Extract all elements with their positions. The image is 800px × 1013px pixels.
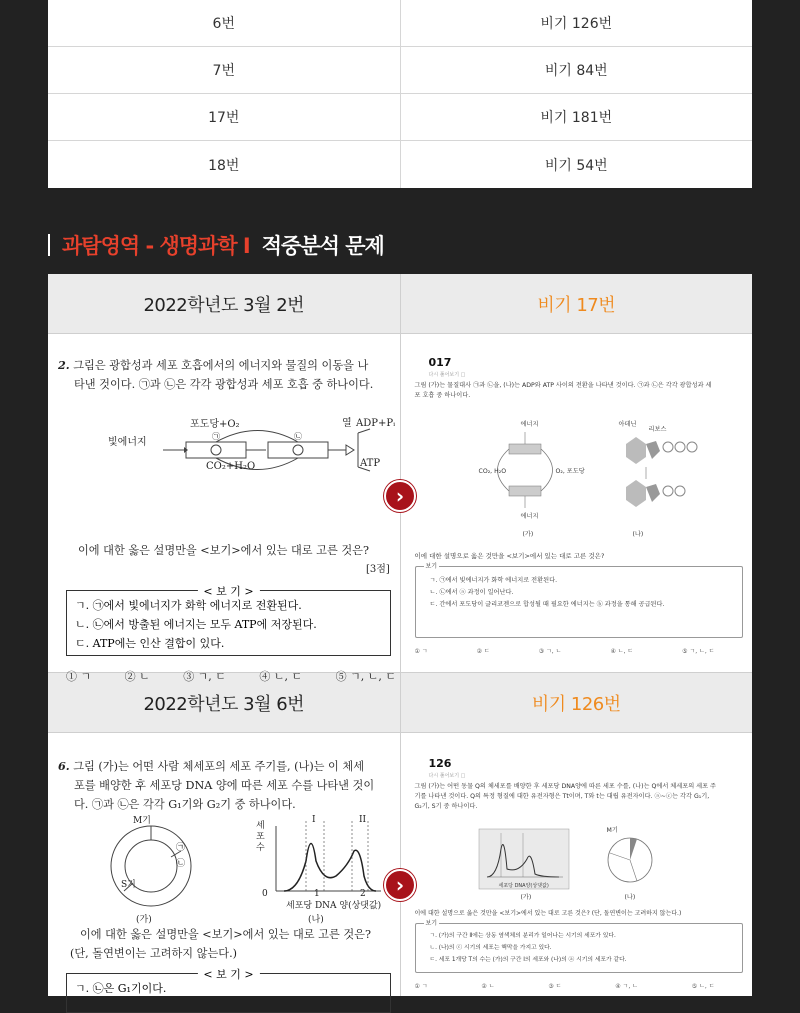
exam-number-cell: 18번	[48, 141, 401, 188]
bogi-item: ㄱ. ㉠에서 빛에너지가 화학 에너지로 전환된다.	[75, 599, 302, 612]
comparison-content-row	[48, 733, 752, 996]
diagram-glucose-label: 포도당+O₂	[190, 419, 240, 430]
exam-number-cell: 7번	[48, 47, 401, 93]
match-m-label: M기	[606, 827, 618, 834]
match-o2-label: O₂, 포도당	[555, 468, 585, 475]
match-choice: ① ㄱ	[414, 983, 428, 990]
match-choice: ④ ㄱ, ㄴ	[615, 983, 638, 990]
diagram-co2-label: CO₂+H₂O	[206, 461, 256, 472]
match-question-image	[401, 733, 753, 996]
match-choice: ③ ㄱ, ㄴ	[538, 648, 562, 655]
match-number-cell: 비기 84번	[544, 63, 608, 79]
match-co2-label: CO₂, H₂O	[478, 468, 507, 475]
match-bogi-box	[415, 920, 743, 973]
question-number: 6.	[58, 759, 70, 773]
match-bogi-item: ㄴ. (나)의 ⓒ 시기의 세포는 핵막을 가지고 있다.	[429, 945, 552, 951]
section-title-label: 적중분석 문제	[261, 234, 384, 258]
match-bogi-item: ㄷ. 세포 1개당 T의 수는 (가)의 구간 Ⅰ의 세포와 (나)의 ⓐ 시기의 세포가 같다.	[429, 957, 627, 963]
match-diagram-na	[616, 429, 716, 529]
match-stem	[415, 782, 750, 812]
match-question-prompt: 이에 대한 설명으로 옳은 것만을 <보기>에서 있는 대로 고른 것은?	[414, 552, 605, 560]
choice: ① ㄱ	[66, 670, 92, 683]
match-bogi-item: ㄱ. (가)의 구간 Ⅱ에는 상동 염색체의 분리가 일어나는 시기의 세포가 있다.	[429, 933, 616, 939]
table-row	[48, 141, 752, 188]
match-answer-choices	[415, 646, 715, 655]
choice: ⑤ ㄱ, ㄴ, ㄷ	[335, 670, 396, 683]
choice: ④ ㄴ, ㄷ	[259, 670, 303, 683]
match-choice: ③ ㄷ	[548, 983, 562, 990]
match-bogi-title: 보기	[425, 563, 438, 570]
match-review-checkbox: 다시 풀어보기 □	[428, 773, 466, 779]
stem-line-3: 다. ㉠과 ㉡은 각각 G₁기와 G₂기 중 하나이다.	[74, 798, 296, 811]
match-review-checkbox: 다시 풀어보기 □	[428, 372, 466, 378]
question-stem	[58, 356, 398, 394]
match-bogi-title: 보기	[425, 920, 438, 927]
match-answer-choices	[415, 981, 715, 990]
histogram-y-label: 세포수	[256, 821, 265, 853]
table-row	[48, 47, 752, 94]
exam-number-cell: 17번	[48, 94, 401, 140]
comparison-grid	[48, 274, 752, 996]
diagram-b-label: ㉡	[176, 859, 186, 869]
match-na-label: (나)	[624, 894, 636, 901]
section-title	[48, 230, 384, 260]
match-question-number: 126	[428, 757, 452, 770]
match-stem-line-2: 기를 나타낸 것이다. Q의 특정 형질에 대한 유전자형은 Tt이며, T와 t는 대립 유전자이다. ⓐ~ⓒ는 각각 G₁기,	[414, 793, 710, 800]
match-choice: ⑤ ㄴ, ㄷ	[691, 983, 715, 990]
match-choice: ④ ㄴ, ㄷ	[610, 648, 634, 655]
match-number-cell: 비기 54번	[544, 157, 608, 174]
match-number-cell: 비기 181번	[540, 110, 613, 126]
match-stem-line-3: G₂기, S기 중 하나이다.	[414, 803, 478, 810]
table-row	[48, 94, 752, 141]
exam-question-image	[48, 733, 401, 996]
match-histogram	[479, 829, 569, 889]
match-stem-line-2: 포 호흡 중 하나이다.	[414, 392, 471, 399]
match-choice: ⑤ ㄱ, ㄴ, ㄷ	[682, 648, 715, 655]
diagram-b-label: ㉡	[294, 432, 302, 441]
match-question-number: 017	[428, 356, 452, 369]
match-stem	[415, 381, 750, 401]
match-energy-label-bottom: 에너지	[520, 513, 539, 520]
match-choice: ① ㄱ	[414, 648, 428, 655]
match-number-cell: 비기 126번	[540, 16, 613, 32]
bogi-title: < 보 기 >	[197, 583, 259, 599]
match-bogi-box	[415, 563, 743, 638]
diagram-a-label: ㉠	[176, 843, 186, 853]
question-number: 2.	[58, 358, 70, 372]
diagram-atp-label: ATP	[360, 458, 381, 469]
comparison-header-row	[48, 274, 752, 334]
match-cell-cycle-pie	[605, 835, 655, 885]
stem-line-1: 그림 (가)는 어떤 사람 체세포의 세포 주기를, (나)는 이 체세	[73, 760, 365, 773]
histogram-tick-2: 2	[360, 889, 366, 899]
exam-number-cell: 6번	[48, 0, 401, 46]
match-bogi-item: ㄴ. ㉡에서 ⓐ 과정이 일어난다.	[429, 589, 514, 596]
diagram-na-label: (나)	[308, 915, 324, 925]
bogi-box	[66, 585, 391, 656]
choice: ③ ㄱ, ㄷ	[183, 670, 226, 683]
histogram-tick-1: 1	[314, 889, 320, 899]
histogram-zero-label: 0	[262, 889, 268, 899]
question-stem	[58, 757, 398, 814]
stem-line-2: 타낸 것이다. ㉠과 ㉡은 각각 광합성과 세포 호흡 중 하나이다.	[74, 378, 374, 391]
match-question-image	[401, 334, 753, 672]
match-histogram-x-label: 세포당 DNA양(상댓값)	[498, 883, 549, 889]
comparison-content-row	[48, 334, 752, 683]
question-prompt-line-2: (단, 돌연변이는 고려하지 않는다.)	[70, 947, 238, 960]
match-na-label: (나)	[632, 531, 644, 538]
diagram-ga-label: (가)	[136, 915, 152, 925]
section-title-subject: 과탐영역 - 생명과학 I	[62, 234, 250, 258]
exam-header: 2022학년도 3월 6번	[48, 673, 401, 732]
question-prompt: 이에 대한 옳은 설명만을 <보기>에서 있는 대로 고른 것은?	[78, 544, 369, 557]
diagram-m-label: M기	[133, 816, 151, 826]
match-bogi-item: ㄷ. 간에서 포도당이 글리코젠으로 합성될 때 필요한 에너지는 ⓑ 과정을 통해 공급된다.	[429, 601, 665, 608]
match-choice: ② ㄷ	[476, 648, 490, 655]
diagram-adp-label: ADP+Pᵢ	[356, 418, 396, 429]
question-prompt	[70, 925, 400, 963]
histogram-ii-label: II	[359, 815, 367, 825]
chevron-right-icon[interactable]: ›	[384, 480, 416, 512]
match-stem-line-1: 그림 (가)는 어떤 동물 Q의 체세포를 배양한 후 세포당 DNA양에 따른 세포 수를, (나)는 Q에서 체세포의 세포 주	[414, 783, 717, 790]
bogi-item: ㄴ. ㉡에서 방출된 에너지는 모두 ATP에 저장된다.	[75, 618, 317, 631]
question-prompt-line-1: 이에 대한 옳은 설명만을 <보기>에서 있는 대로 고른 것은?	[80, 928, 371, 941]
match-ga-label: (가)	[522, 531, 534, 538]
match-energy-label-top: 에너지	[520, 421, 539, 428]
match-stem-line-1: 그림 (가)는 물질대사 ㉠과 ㉡을, (나)는 ADP와 ATP 사이의 전환을 나타낸 것이다. ㉠과 ㉡은 각각 광합성과 세	[414, 382, 712, 389]
chevron-right-icon[interactable]: ›	[384, 869, 416, 901]
exam-header: 2022학년도 3월 2번	[48, 274, 401, 333]
diagram-s-label: S기	[121, 880, 136, 890]
bogi-item: ㄱ. ㉡은 G₁기이다.	[75, 982, 167, 995]
match-ribose-label: 리보스	[648, 426, 667, 433]
stem-line-1: 그림은 광합성과 세포 호흡에서의 에너지와 물질의 이동을 나	[73, 359, 369, 372]
match-header: 비기 126번	[531, 693, 621, 715]
bogi-title: < 보 기 >	[197, 966, 259, 982]
previous-match-table	[48, 0, 752, 188]
diagram-light-label: 빛에너지	[108, 437, 147, 448]
match-ga-label: (가)	[520, 894, 532, 901]
table-row	[48, 0, 752, 47]
answer-choices	[66, 668, 396, 684]
choice: ② ㄴ	[124, 670, 150, 683]
match-header: 비기 17번	[537, 294, 616, 316]
exam-question-image	[48, 334, 401, 683]
match-bogi-item: ㄱ. ㉠에서 빛에너지가 화학 에너지로 전환된다.	[429, 577, 558, 584]
stem-line-2: 포를 배양한 후 세포당 DNA 양에 따른 세포 수를 나타낸 것이	[74, 779, 375, 792]
diagram-heat-label: 열	[342, 418, 352, 429]
histogram-x-label: 세포당 DNA 양(상댓값)	[286, 901, 382, 911]
bogi-box	[66, 968, 391, 1013]
bogi-item: ㄷ. ATP에는 인산 결합이 있다.	[75, 637, 225, 650]
match-adenine-label: 아데닌	[618, 421, 637, 428]
title-bar-decoration	[48, 234, 50, 256]
question-points: [3점]	[366, 564, 390, 575]
histogram-i-label: I	[312, 815, 316, 825]
match-question-prompt: 이에 대한 설명으로 옳은 것만을 <보기>에서 있는 대로 고른 것은? (단, 돌연변이는 고려하지 않는다.)	[414, 910, 682, 917]
diagram-a-label: ㉠	[212, 432, 220, 441]
match-choice: ② ㄴ	[481, 983, 495, 990]
